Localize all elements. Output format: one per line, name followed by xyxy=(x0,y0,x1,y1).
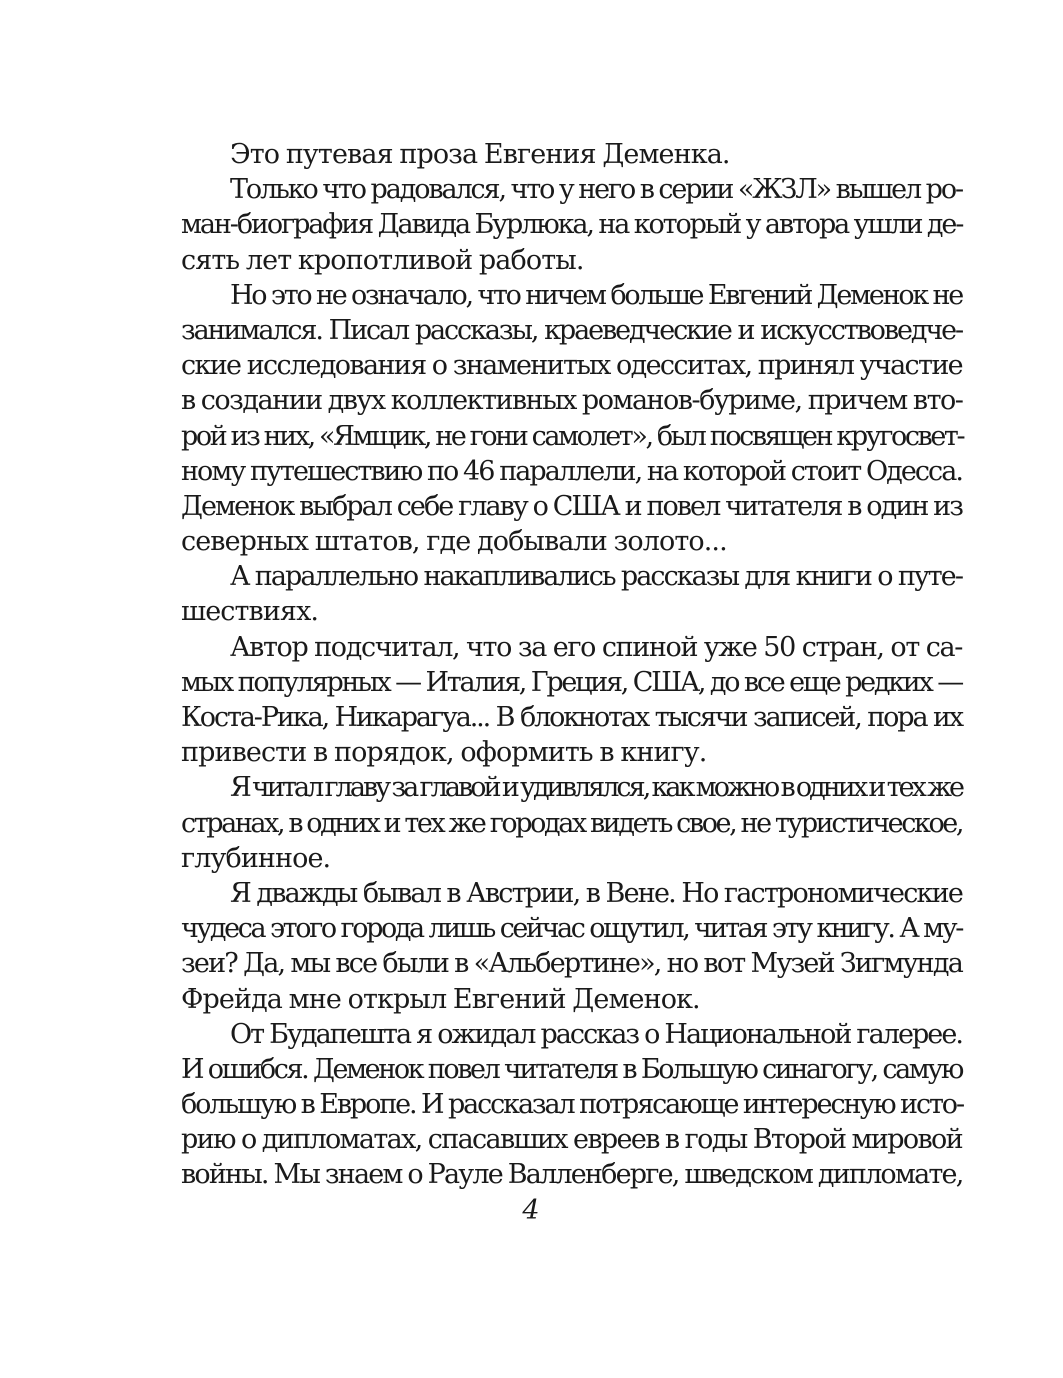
text-line: Автор подсчитал, что за его спиной уже 50 стран, от са- xyxy=(230,631,962,663)
text-line: ному путешествию по 46 параллели, на которой стоит Одесса. xyxy=(181,455,962,487)
text-line: зеи? Да, мы все были в «Альбертине», но вот Музей Зигмунда xyxy=(181,948,962,980)
page-number: 4 xyxy=(522,1195,540,1226)
text-line: глубинное. xyxy=(181,842,331,874)
text-line: шествиях. xyxy=(181,596,319,628)
text-line: А параллельно накапливались рассказы для книги о путе- xyxy=(230,561,962,593)
text-line: Это путевая проза Евгения Деменка. xyxy=(230,139,730,170)
text-line: войны. Мы знаем о Рауле Валленберге, шведском дипломате, xyxy=(181,1159,963,1191)
text-line: Я дважды бывал в Австрии, в Вене. Но гастрономические xyxy=(230,877,962,909)
text-line: чудеса этого города лишь сейчас ощутил, читая эту книгу. А му- xyxy=(181,913,962,945)
text-line: И ошибся. Деменок повел читателя в Большую синагогу, самую xyxy=(181,1053,962,1085)
text-line: большую в Европе. И рассказал потрясающе интересную исто- xyxy=(181,1089,963,1121)
text-line: Деменок выбрал себе главу о США и повел читателя в один из xyxy=(181,490,962,522)
text-line: странах, в одних и тех же городах видеть свое, не туристическое, xyxy=(181,807,963,839)
text-line: сять лет кропотливой работы. xyxy=(181,244,584,276)
text-line: Фрейда мне открыл Евгений Деменок. xyxy=(181,983,700,1015)
text-line: Коста-Рика, Никарагуа... В блокнотах тысячи записей, пора их xyxy=(181,702,962,733)
text-line: занимался. Писал рассказы, краеведческие и искусствоведче- xyxy=(181,314,962,346)
text-line: ман-биография Давида Бурлюка, на который у автора ушли де- xyxy=(181,209,963,241)
text-line: ские исследования о знаменитых одесситах, принял участие xyxy=(181,350,962,382)
body-text xyxy=(181,137,962,1193)
text-line: мых популярных — Италия, Греция, США, до все еще редких — xyxy=(181,666,962,698)
text-line: рой из них, «Ямщик, не гони самолет», был посвящен кругосвет- xyxy=(181,420,964,452)
text-line: привести в порядок, оформить в книгу. xyxy=(181,737,707,769)
text-line: северных штатов, где добывали золото... xyxy=(181,526,727,558)
text-line: в создании двух коллективных романов-буриме, причем вто- xyxy=(181,385,963,417)
text-line: Только что радовался, что у него в серии «ЖЗЛ» вышел ро- xyxy=(230,174,962,206)
text-line: Но это не означало, что ничем больше Евгений Деменок не xyxy=(230,279,962,311)
text-line: Я читал главу за главой и удивлялся, как можно в одних и тех же xyxy=(230,772,962,804)
text-line: От Будапешта я ожидал рассказ о Национальной галерее. xyxy=(230,1018,962,1050)
text-line: рию о дипломатах, спасавших евреев в годы Второй мировой xyxy=(181,1124,962,1156)
